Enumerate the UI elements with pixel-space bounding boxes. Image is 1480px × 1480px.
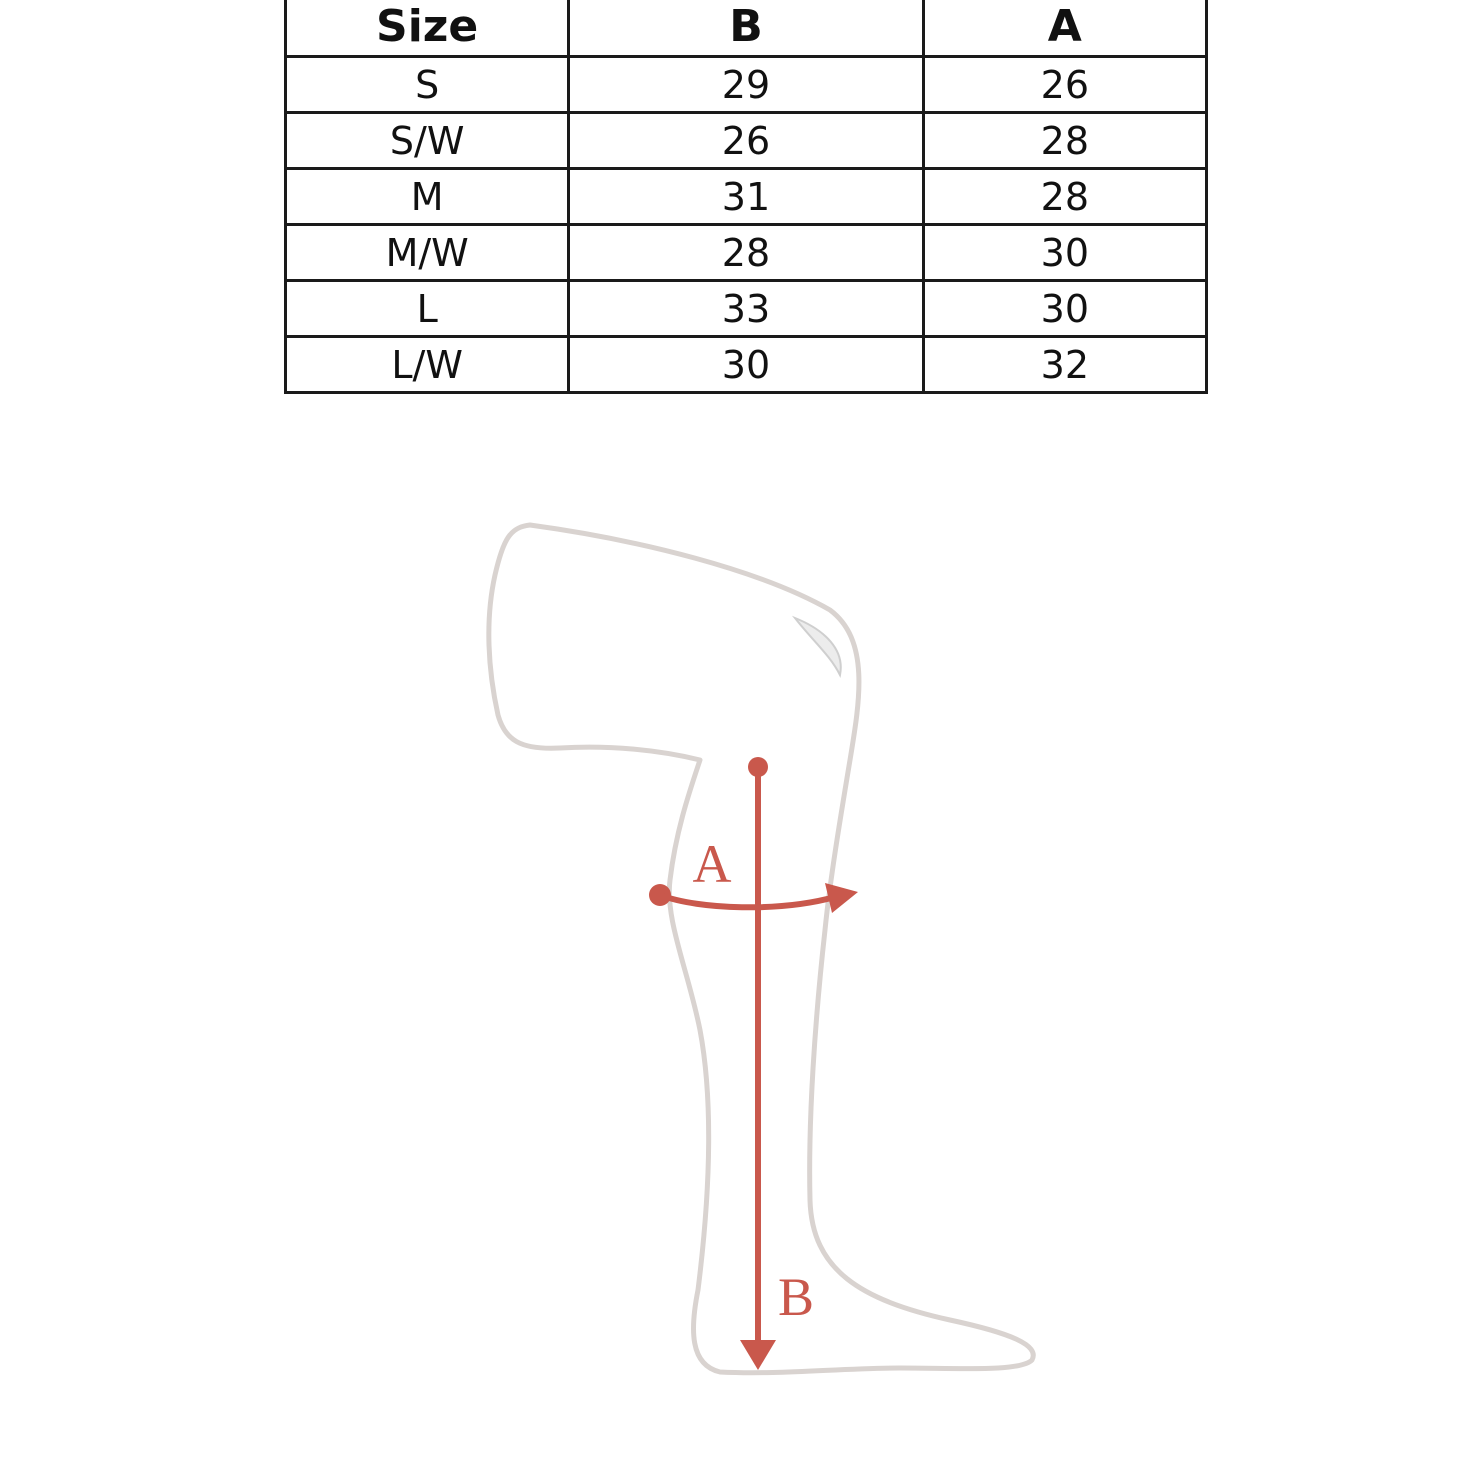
cell-size: M/W	[286, 225, 569, 281]
label-a: A	[692, 834, 732, 894]
cell-a: 26	[923, 57, 1206, 113]
cell-size: L	[286, 281, 569, 337]
header-b: B	[569, 0, 923, 57]
cell-size: S/W	[286, 113, 569, 169]
cell-a: 28	[923, 113, 1206, 169]
cell-a: 32	[923, 337, 1206, 393]
cell-b: 28	[569, 225, 923, 281]
cell-a: 30	[923, 225, 1206, 281]
header-size: Size	[286, 0, 569, 57]
cell-b: 33	[569, 281, 923, 337]
cell-b: 29	[569, 57, 923, 113]
cell-a: 28	[923, 169, 1206, 225]
cell-size: M	[286, 169, 569, 225]
cell-b: 31	[569, 169, 923, 225]
cell-a: 30	[923, 281, 1206, 337]
cell-size: S	[286, 57, 569, 113]
cell-b: 30	[569, 337, 923, 393]
header-a: A	[923, 0, 1206, 57]
cell-b: 26	[569, 113, 923, 169]
label-b: B	[777, 1267, 815, 1327]
leg-outline	[489, 525, 1033, 1373]
cell-size: L/W	[286, 337, 569, 393]
